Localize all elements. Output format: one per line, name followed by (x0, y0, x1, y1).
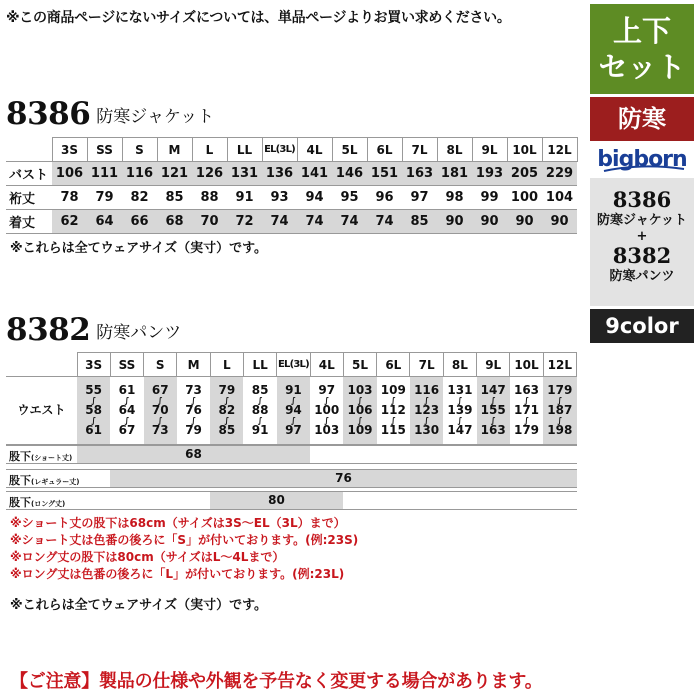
cell: 74 (367, 210, 402, 234)
cell: 136 (262, 162, 297, 186)
cell: 62 (52, 210, 87, 234)
size-header: 6L (377, 353, 410, 377)
cell: 90 (542, 210, 577, 234)
jacket-size-table (6, 137, 578, 234)
inseam-short-bar: 68 (77, 446, 310, 463)
size-header: M (157, 138, 192, 162)
pants-code: 8382 (6, 312, 91, 348)
size-header: 5L (332, 138, 367, 162)
inseam-long-row (6, 491, 577, 510)
waist-cell: 97 ∫ 100 ∫ 103 (310, 377, 343, 445)
combo-name-2: 防寒パンツ (609, 269, 675, 284)
pants-note: ※これらは全てウェアサイズ（実寸）です。 (10, 598, 268, 613)
size-header: 7L (410, 353, 443, 377)
jacket-name: 防寒ジャケット (96, 106, 215, 127)
cell: 146 (332, 162, 367, 186)
size-header: 8L (437, 138, 472, 162)
cell: 79 (87, 186, 122, 210)
row-label: 着丈 (6, 210, 52, 234)
waist-cell: 79 ∫ 82 ∫ 85 (210, 377, 243, 445)
cell: 64 (87, 210, 122, 234)
cell: 106 (52, 162, 87, 186)
cell: 95 (332, 186, 367, 210)
size-header: L (192, 138, 227, 162)
waist-cell: 73 ∫ 76 ∫ 79 (177, 377, 210, 445)
size-header: 5L (343, 353, 376, 377)
cell: 121 (157, 162, 192, 186)
size-header: L (210, 353, 243, 377)
waist-cell: 67 ∫ 70 ∫ 73 (144, 377, 177, 445)
cell: 97 (402, 186, 437, 210)
size-header: 6L (367, 138, 402, 162)
pants-size-header-row (6, 353, 577, 377)
caution-notice: 【ご注意】製品の仕様や外観を予告なく変更する場合があります。 (10, 671, 543, 692)
empty-corner (6, 138, 52, 162)
waist-label: ウエスト (6, 377, 77, 445)
combo-code-1: 8386 (612, 187, 672, 212)
waist-cell: 61 ∫ 64 ∫ 67 (110, 377, 143, 445)
cell: 74 (332, 210, 367, 234)
brand-logo (590, 143, 694, 177)
size-header: 9L (472, 138, 507, 162)
cell: 82 (122, 186, 157, 210)
cell: 74 (262, 210, 297, 234)
cell: 90 (507, 210, 542, 234)
size-header: 4L (297, 138, 332, 162)
inseam-regular-row (6, 469, 577, 488)
top-notice: ※この商品ページにないサイズについては、単品ページよりお買い求めください。 (6, 10, 511, 26)
size-header: 3S (77, 353, 110, 377)
cell: 93 (262, 186, 297, 210)
table-row (6, 162, 577, 186)
size-header: LL (227, 138, 262, 162)
size-header: 12L (543, 353, 576, 377)
size-header: 4L (310, 353, 343, 377)
cell: 85 (402, 210, 437, 234)
cell: 229 (542, 162, 577, 186)
cell: 90 (472, 210, 507, 234)
size-header: LL (243, 353, 276, 377)
size-header: 10L (507, 138, 542, 162)
table-row (6, 210, 577, 234)
cell: 111 (87, 162, 122, 186)
set-badge (590, 4, 694, 94)
jacket-note: ※これらは全てウェアサイズ（実寸）です。 (10, 241, 268, 256)
cell: 85 (157, 186, 192, 210)
jacket-size-header-row (6, 138, 577, 162)
cell: 131 (227, 162, 262, 186)
size-header: S (122, 138, 157, 162)
cell: 78 (52, 186, 87, 210)
red-note: ※ロング丈は色番の後ろに「L」が付いております。(例:23L) (10, 567, 345, 581)
waist-cell: 103 ∫ 106 ∫ 109 (343, 377, 376, 445)
cell: 116 (122, 162, 157, 186)
size-header: EL(3L) (262, 138, 297, 162)
cell: 100 (507, 186, 542, 210)
cell: 68 (157, 210, 192, 234)
size-header: EL(3L) (277, 353, 310, 377)
inseam-label: 股下(レギュラー丈) (9, 474, 80, 487)
color-count-badge: 9color (590, 309, 694, 343)
set-badge-line2: セット (598, 50, 686, 84)
pants-heading (6, 312, 181, 348)
size-header: 12L (542, 138, 577, 162)
cell: 104 (542, 186, 577, 210)
cell: 163 (402, 162, 437, 186)
size-header: 10L (510, 353, 543, 377)
red-note: ※ショート丈は色番の後ろに「S」が付いております。(例:23S) (10, 533, 359, 547)
size-header: 7L (402, 138, 437, 162)
red-note: ※ショート丈の股下は68cm（サイズは3S～EL（3L）まで） (10, 516, 346, 530)
cell: 70 (192, 210, 227, 234)
svg-text:bigborn: bigborn (597, 147, 687, 172)
size-header: M (177, 353, 210, 377)
row-label: 裄丈 (6, 186, 52, 210)
table-row (6, 186, 577, 210)
size-header: S (144, 353, 177, 377)
cell: 193 (472, 162, 507, 186)
set-contents-box (590, 178, 694, 306)
inseam-long-bar: 80 (210, 492, 343, 509)
cell: 151 (367, 162, 402, 186)
cell: 126 (192, 162, 227, 186)
inseam-short-row (6, 445, 577, 464)
cell: 88 (192, 186, 227, 210)
jacket-heading (6, 96, 214, 132)
waist-cell: 116 ∫ 123 ∫ 130 (410, 377, 443, 445)
waist-cell: 85 ∫ 88 ∫ 91 (243, 377, 276, 445)
size-header: SS (110, 353, 143, 377)
cell: 66 (122, 210, 157, 234)
inseam-regular-bar: 76 (110, 470, 577, 487)
cell: 141 (297, 162, 332, 186)
cell: 74 (297, 210, 332, 234)
inseam-label: 股下(ロング丈) (9, 496, 66, 509)
waist-cell: 55 ∫ 58 ∫ 61 (77, 377, 110, 445)
cell: 90 (437, 210, 472, 234)
row-label: バスト (6, 162, 52, 186)
cell: 72 (227, 210, 262, 234)
waist-cell: 179 ∫ 187 ∫ 198 (543, 377, 576, 445)
waist-cell: 131 ∫ 139 ∫ 147 (443, 377, 476, 445)
cell: 205 (507, 162, 542, 186)
pants-size-table (6, 352, 577, 445)
size-header: 9L (477, 353, 510, 377)
combo-code-2: 8382 (612, 243, 672, 268)
cell: 181 (437, 162, 472, 186)
waist-cell: 109 ∫ 112 ∫ 115 (377, 377, 410, 445)
cell: 99 (472, 186, 507, 210)
inseam-label: 股下(ショート丈) (9, 450, 73, 463)
cell: 91 (227, 186, 262, 210)
cold-badge: 防寒 (590, 97, 694, 141)
waist-cell: 163 ∫ 171 ∫ 179 (510, 377, 543, 445)
jacket-code: 8386 (6, 96, 91, 132)
cell: 94 (297, 186, 332, 210)
cell: 96 (367, 186, 402, 210)
waist-cell: 91 ∫ 94 ∫ 97 (277, 377, 310, 445)
combo-plus: + (636, 229, 648, 244)
waist-row (6, 377, 577, 445)
combo-name-1: 防寒ジャケット (596, 213, 688, 228)
pants-name: 防寒パンツ (96, 322, 182, 343)
size-header: 3S (52, 138, 87, 162)
empty-corner (6, 353, 77, 377)
size-header: SS (87, 138, 122, 162)
cell: 98 (437, 186, 472, 210)
size-header: 8L (443, 353, 476, 377)
waist-cell: 147 ∫ 155 ∫ 163 (477, 377, 510, 445)
bigborn-logo-icon (592, 143, 692, 175)
red-note: ※ロング丈の股下は80cm（サイズはL～4Lまで） (10, 550, 285, 564)
set-badge-line1: 上下 (612, 14, 671, 48)
